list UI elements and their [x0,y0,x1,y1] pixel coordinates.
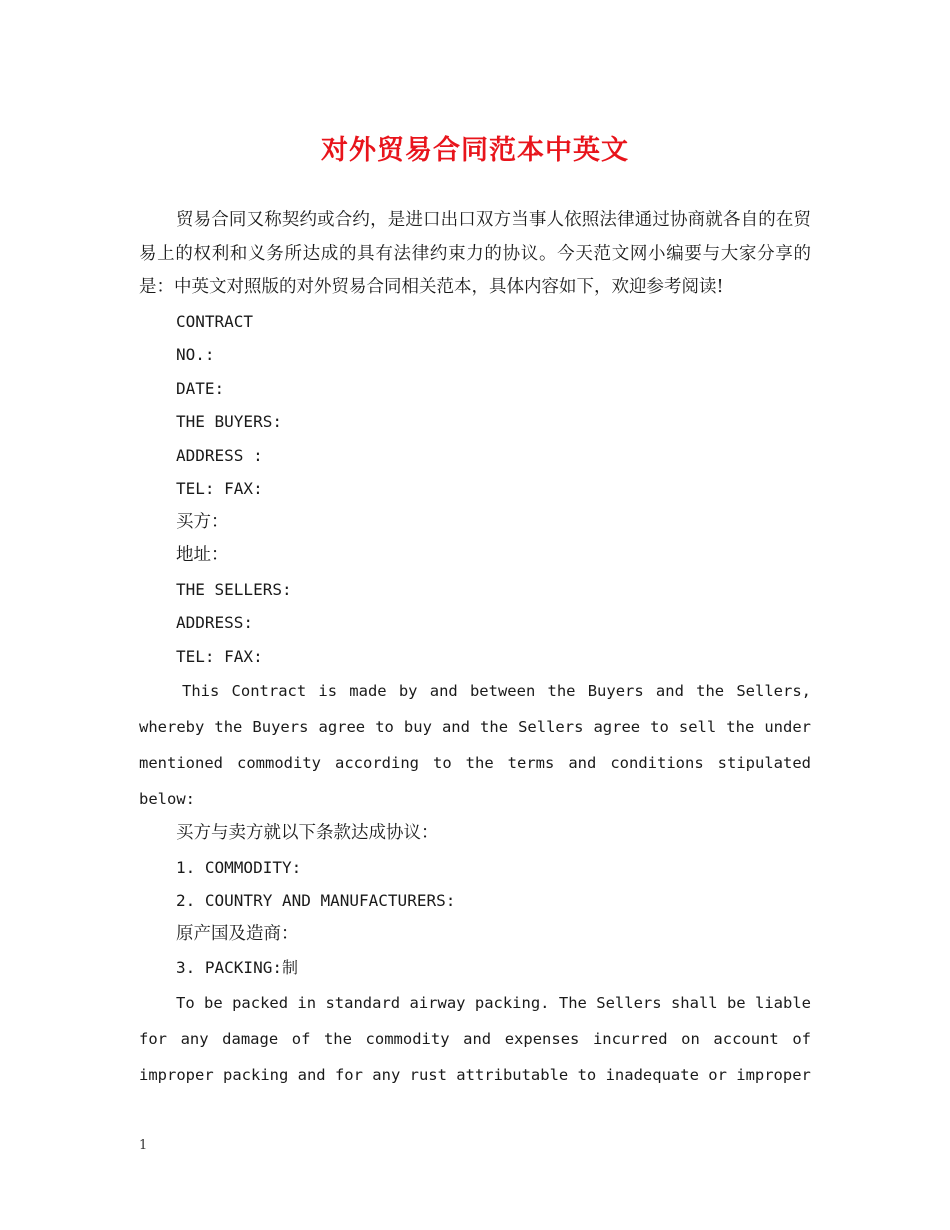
document-body [139,204,811,1093]
field-number: NO.: [176,345,215,364]
clause-country-manufacturers: 2. COUNTRY AND MANUFACTURERS: [176,891,456,910]
clause-country-manufacturers-cn: 原产国及造商： [176,923,299,944]
page-number: 1 [139,1138,148,1153]
agreement-paragraph-cn: 买方与卖方就以下条款达成协议： [176,823,439,843]
clause-commodity: 1. COMMODITY: [176,857,302,877]
document-title: 对外贸易合同范本中英文 [321,135,629,166]
field-sellers-tel-fax: TEL: FAX: [176,646,263,666]
clause-packing: 3. PACKING:制 [176,958,298,977]
packing-paragraph: To be packed in standard airway packing. The Sellers shall be liable for any damage of the commodity and expenses incurred on account of improper packing and for any rust attributable to inadequate or improper [139,993,811,1084]
field-sellers: THE SELLERS: [176,579,292,599]
intro-paragraph: 贸易合同又称契约或合约，是进口出口双方当事人依照法律通过协商就各自的在贸易上的权利和义务所达成的具有法律约束力的协议。今天范文网小编要与大家分享的是：中英文对照版的对外贸易合同相关范本，具体内容如下，欢迎参考阅读! [139,210,811,297]
field-address-cn: 地址： [176,545,229,565]
field-buyers-address: ADDRESS : [176,445,263,465]
field-sellers-address: ADDRESS: [176,613,254,632]
field-buyers: THE BUYERS: [176,412,282,431]
field-buyer-cn: 买方： [176,511,229,532]
field-date: DATE: [176,378,225,398]
agreement-paragraph-en: This Contract is made by and between the Buyers and the Sellers, whereby the Buyers agree to buy and the Sellers agree to sell the under mentioned commodity according to the terms and conditions stipulated below: [139,682,811,808]
field-buyers-tel-fax: TEL: FAX: [176,479,263,498]
field-contract: CONTRACT [176,311,254,331]
